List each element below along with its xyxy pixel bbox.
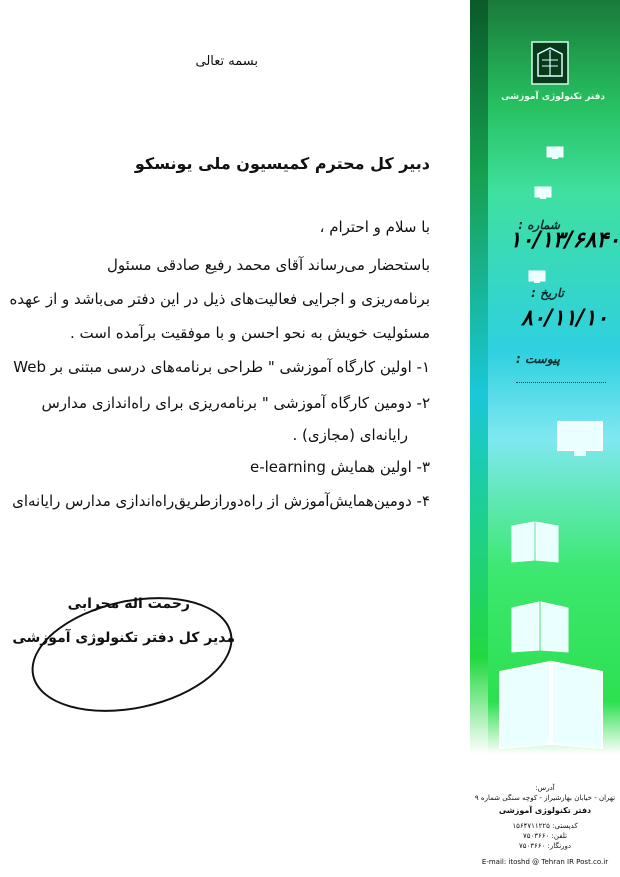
footer-phone: تلفن: ۷۵۰۳۶۶۰: [522, 832, 568, 840]
paragraph-line: برنامه‌ریزی و اجرایی فعالیت‌های ذیل در این دفتر می‌باشد و از عهده: [9, 290, 430, 308]
attachment-line: [516, 382, 606, 383]
footer-fax: دورنگار: ۷۵۰۳۶۶۰: [518, 842, 572, 850]
invocation: بسمه تعالی: [195, 54, 258, 69]
number-label: شماره :: [518, 218, 560, 232]
book-icon: [510, 520, 560, 564]
monitor-icon: [546, 146, 564, 160]
list-item: ۳- اولین همایش e-learning: [250, 458, 430, 476]
number-value: ۱۰/۱۳/۶۸۴۰: [509, 228, 620, 253]
monitor-icon: [528, 270, 546, 284]
footer-email: E-mail: itoshd @ Tehran IR Post.co.ir: [481, 858, 609, 866]
monitor-icon: [556, 420, 604, 460]
paragraph-line: باستحضار می‌رساند آقای محمد رفیع صادقی مسئول: [106, 256, 430, 274]
list-item: ۲- دومین کارگاه آموزشی " برنامه‌ریزی برای راه‌اندازی مدارس: [41, 394, 430, 412]
sidebar-stripe: [470, 0, 488, 877]
list-item: رایانه‌ای (مجازی) .: [292, 426, 408, 444]
logo-icon: [530, 40, 570, 86]
footer-postal: کدپستی: ۱۵۶۴۷۱۱۲۲۵: [512, 822, 578, 830]
signatory-name: رحمت اله محرابی: [67, 596, 190, 612]
date-label: تاریخ :: [531, 286, 564, 300]
footer-address: تهران - خیابان بهارشیراز - کوچه سنگی شماره ۹: [474, 794, 616, 802]
date-value: ۸۰/۱۱/۱۰: [521, 306, 608, 331]
letterhead-sidebar: [470, 0, 620, 877]
book-icon: [510, 600, 570, 654]
footer-address-label: آدرس:: [535, 784, 555, 792]
greeting: با سلام و احترام ،: [319, 218, 430, 236]
recipient: دبیر کل محترم کمیسیون ملی یونسکو: [134, 154, 430, 173]
list-item: ۱- اولین کارگاه آموزشی " طراحی برنامه‌های درسی مبتنی بر Web: [13, 358, 430, 376]
attachment-label: پیوست :: [516, 352, 560, 366]
office-name: دفتر تکنولوژی آموزشی: [501, 92, 605, 102]
list-item: ۴- دومین‌همایش‌آموزش از راه‌دوراز‌طریق‌راه‌اندازی مدارس رایانه‌ای: [12, 492, 430, 510]
monitor-icon: [534, 186, 552, 200]
footer-office: دفتر تکنولوژی آموزشی: [498, 806, 592, 815]
paragraph-line: مسئولیت خویش به نحو احسن و با موفقیت برآمده است .: [70, 324, 430, 342]
book-icon: [496, 660, 606, 750]
signatory-title: مدیر کل دفتر تکنولوژی آموزشی: [12, 630, 235, 646]
